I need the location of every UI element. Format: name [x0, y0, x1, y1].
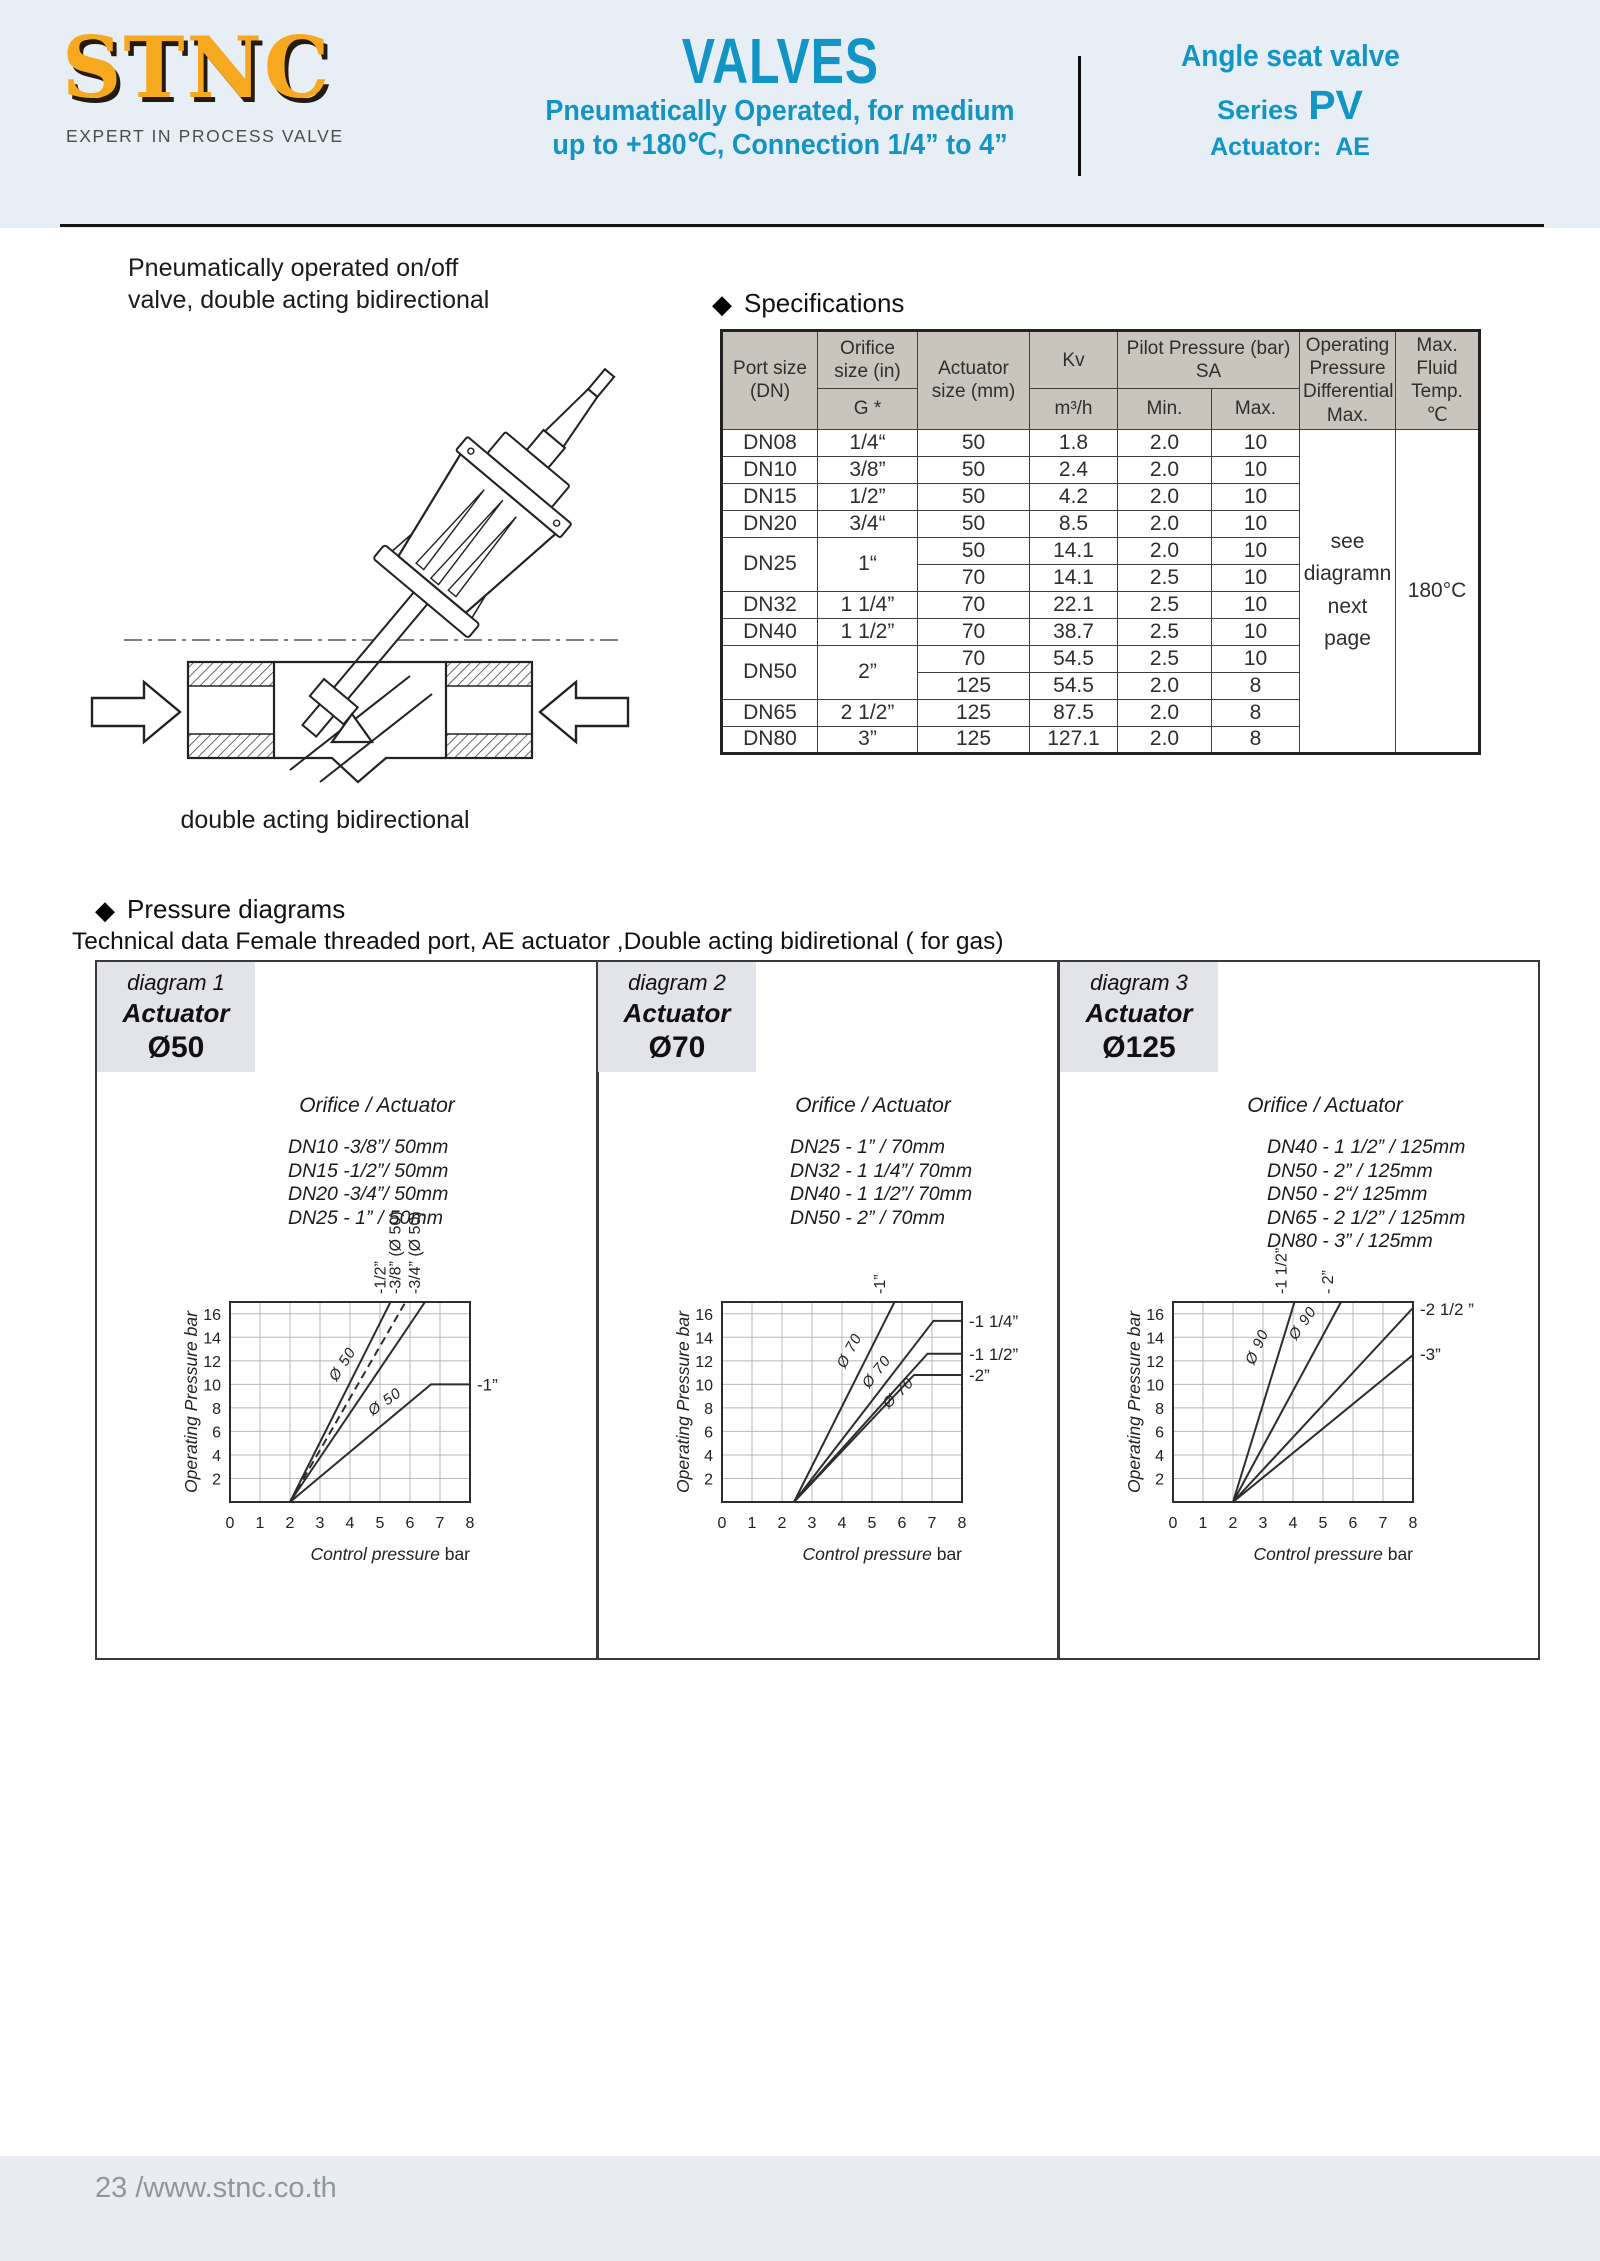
series-label: -3”	[1420, 1344, 1441, 1364]
series-annotation: Ø 70	[833, 1330, 866, 1371]
pressure-section-title	[95, 894, 345, 925]
diagram-3-chart	[1073, 1160, 1493, 1590]
series-label: -1/2”	[372, 1261, 390, 1294]
diagram-1-label-line3: Ø50	[147, 1030, 205, 1064]
cell-kv: 127.1	[1030, 726, 1118, 753]
cell-pilot-min: 2.5	[1118, 591, 1212, 618]
diagram-3-label-line1: diagram 3	[1090, 969, 1188, 995]
cell-orifice: 1“	[818, 537, 918, 591]
cell-actuator: 125	[918, 672, 1030, 699]
x-axis-title: Control pressure bar	[1253, 1544, 1413, 1564]
cell-pilot-max: 10	[1212, 483, 1300, 510]
x-tick-label: 8	[465, 1515, 475, 1532]
y-tick-label: 6	[704, 1424, 713, 1442]
orifice-list-item: DN10 -3/8”/ 50mm	[288, 1136, 449, 1158]
table-row	[722, 429, 1480, 456]
cell-port: DN25	[722, 537, 818, 591]
diagram-2-orifice-heading: Orifice / Actuator	[795, 1094, 951, 1117]
y-tick-label: 12	[1146, 1353, 1164, 1371]
diagram-2-label-line3: Ø70	[648, 1030, 706, 1064]
x-tick-label: 0	[225, 1515, 235, 1532]
x-tick-label: 1	[747, 1515, 757, 1532]
x-tick-label: 3	[1258, 1515, 1268, 1532]
orifice-list-item: DN25 - 1” / 50mm	[288, 1206, 443, 1229]
chart-series-line	[290, 1302, 425, 1502]
cell-pilot-max: 10	[1212, 618, 1300, 645]
orifice-list-item: DN40 - 1 1/2” / 125mm	[1267, 1136, 1466, 1158]
page-subtitle-line2: up to +180℃, Connection 1/4” to 4”	[552, 129, 1008, 161]
x-tick-label: 1	[255, 1515, 265, 1532]
cell-port: DN15	[722, 483, 818, 510]
cell-kv: 87.5	[1030, 699, 1118, 726]
col-header-fluid: Max. Fluid Temp. ℃	[1396, 331, 1480, 430]
y-tick-label: 4	[212, 1447, 221, 1465]
y-axis-title: Operating Pressure bar	[181, 1311, 201, 1493]
cell-orifice: 2”	[818, 645, 918, 699]
cell-actuator: 70	[918, 618, 1030, 645]
x-tick-label: 8	[1408, 1515, 1418, 1532]
diagram-1-orifice-heading: Orifice / Actuator	[299, 1094, 455, 1117]
x-tick-label: 1	[1198, 1515, 1208, 1532]
y-tick-label: 2	[212, 1471, 221, 1489]
cell-orifice: 1 1/4”	[818, 591, 918, 618]
cell-pilot-min: 2.0	[1118, 726, 1212, 753]
y-tick-label: 8	[212, 1400, 221, 1418]
cell-kv: 1.8	[1030, 429, 1118, 456]
cell-orifice: 3”	[818, 726, 918, 753]
cell-pilot-min: 2.0	[1118, 672, 1212, 699]
cell-port: DN10	[722, 456, 818, 483]
series-label: -1”	[477, 1375, 498, 1395]
cell-kv: 4.2	[1030, 483, 1118, 510]
y-tick-label: 10	[695, 1377, 713, 1395]
orifice-list-item: DN50 - 2” / 70mm	[790, 1206, 945, 1229]
cell-pilot-max: 8	[1212, 672, 1300, 699]
pilot-header-line1: Pilot Pressure (bar)	[1126, 338, 1291, 360]
cell-actuator: 50	[918, 537, 1030, 564]
y-tick-label: 4	[704, 1447, 713, 1465]
valve-drawing-icon	[80, 330, 640, 800]
cell-pilot-max: 10	[1212, 510, 1300, 537]
cell-port: DN40	[722, 618, 818, 645]
series-annotation: Ø 70	[858, 1352, 895, 1392]
cell-actuator: 125	[918, 726, 1030, 753]
diagram-2-label-line2: Actuator	[623, 997, 731, 1028]
x-tick-label: 3	[315, 1515, 325, 1532]
actuator-label: Actuator:	[1210, 133, 1322, 161]
series-annotation: Ø 50	[365, 1384, 405, 1420]
pressure-subtitle: Technical data Female threaded port, AE actuator ,Double acting bidiretional ( for gas)	[72, 928, 1004, 955]
series-label: -2 1/2 ”	[1420, 1300, 1474, 1320]
flow-arrow-right-icon	[540, 682, 628, 742]
specifications-table	[720, 329, 1481, 755]
cell-kv: 38.7	[1030, 618, 1118, 645]
header	[0, 0, 1600, 228]
col-header-gstar: G *	[818, 389, 918, 429]
x-axis-title: Control pressure bar	[310, 1544, 470, 1564]
cell-actuator: 50	[918, 510, 1030, 537]
cell-pilot-max: 8	[1212, 726, 1300, 753]
series-annotation: Ø 50	[325, 1344, 360, 1385]
cell-actuator: 70	[918, 564, 1030, 591]
x-tick-label: 2	[285, 1515, 295, 1532]
chart-series-line	[794, 1302, 895, 1502]
x-tick-label: 7	[1378, 1515, 1388, 1532]
specs-table-body	[722, 429, 1480, 753]
cell-max-fluid-temp: 180°C	[1396, 429, 1480, 753]
series-label: -1”	[872, 1274, 889, 1294]
col-header-kv: Kv	[1030, 331, 1118, 389]
specs-table-head	[722, 331, 1480, 430]
series-line	[1100, 82, 1480, 129]
header-right	[1100, 38, 1480, 162]
cell-orifice: 1/2”	[818, 483, 918, 510]
y-tick-label: 8	[1155, 1400, 1164, 1418]
orifice-list-item: DN25 - 1” / 70mm	[790, 1136, 945, 1158]
x-tick-label: 0	[1168, 1515, 1178, 1532]
footer-page-url: 23 /www.stnc.co.th	[95, 2172, 337, 2204]
y-tick-label: 2	[1155, 1471, 1164, 1489]
cell-pilot-min: 2.0	[1118, 510, 1212, 537]
cell-pilot-min: 2.5	[1118, 564, 1212, 591]
footer	[0, 2156, 1600, 2261]
cell-port: DN08	[722, 429, 818, 456]
cell-pilot-max: 10	[1212, 564, 1300, 591]
cell-pilot-min: 2.0	[1118, 429, 1212, 456]
cell-pilot-min: 2.0	[1118, 456, 1212, 483]
y-tick-label: 6	[1155, 1424, 1164, 1442]
col-header-operating: Operating Pressure Differential Max.	[1300, 331, 1396, 430]
series-annotation: Ø 70	[879, 1374, 918, 1412]
cell-pilot-max: 10	[1212, 429, 1300, 456]
y-tick-label: 14	[203, 1330, 221, 1348]
x-tick-label: 6	[897, 1515, 907, 1532]
cell-kv: 14.1	[1030, 537, 1118, 564]
col-header-kv-unit: m³/h	[1030, 389, 1118, 429]
x-tick-label: 3	[807, 1515, 817, 1532]
page-subtitle-line1: Pneumatically Operated, for medium	[545, 95, 1015, 127]
series-label: - 2”	[1320, 1270, 1337, 1294]
header-center	[520, 25, 1040, 162]
diagram-3-label	[1060, 962, 1218, 1072]
series-label: -3/8” (Ø 50)	[387, 1211, 405, 1294]
diamond-bullet-icon: ◆	[95, 894, 115, 925]
cell-actuator: 50	[918, 483, 1030, 510]
orifice-list-item: DN40 - 1 1/2”/ 70mm	[790, 1183, 973, 1205]
cell-kv: 14.1	[1030, 564, 1118, 591]
x-tick-label: 6	[405, 1515, 415, 1532]
y-tick-label: 6	[212, 1424, 221, 1442]
y-tick-label: 4	[1155, 1447, 1164, 1465]
y-tick-label: 14	[695, 1330, 713, 1348]
x-tick-label: 8	[957, 1515, 967, 1532]
col-header-pilot	[1118, 331, 1300, 389]
valve-caption: double acting bidirectional	[180, 806, 470, 834]
x-tick-label: 4	[1288, 1515, 1298, 1532]
series-label: Series	[1217, 95, 1299, 125]
y-tick-label: 16	[203, 1306, 221, 1324]
cell-operating-note: see diagramn next page	[1300, 429, 1396, 753]
cell-orifice: 2 1/2”	[818, 699, 918, 726]
diagram-3-orifice-heading: Orifice / Actuator	[1247, 1094, 1403, 1117]
y-tick-label: 10	[203, 1377, 221, 1395]
cell-pilot-max: 10	[1212, 456, 1300, 483]
diagram-3-label-line2: Actuator	[1085, 997, 1193, 1028]
y-tick-label: 14	[1146, 1330, 1164, 1348]
cell-kv: 54.5	[1030, 645, 1118, 672]
diagram-2-label	[598, 962, 756, 1072]
x-tick-label: 7	[435, 1515, 445, 1532]
col-header-max: Max.	[1212, 389, 1300, 429]
cell-pilot-min: 2.0	[1118, 537, 1212, 564]
header-rule	[60, 224, 1544, 227]
cell-actuator: 70	[918, 645, 1030, 672]
cell-actuator: 50	[918, 429, 1030, 456]
diagram-3-label-line3: Ø125	[1102, 1030, 1176, 1064]
flow-arrow-left-icon	[92, 682, 180, 742]
cell-port: DN50	[722, 645, 818, 699]
col-header-orifice: Orifice size (in)	[818, 331, 918, 389]
cell-pilot-max: 10	[1212, 645, 1300, 672]
product-family-title: Angle seat valve	[1180, 38, 1400, 73]
cell-orifice: 1/4“	[818, 429, 918, 456]
actuator-value: AE	[1335, 133, 1370, 161]
y-tick-label: 8	[704, 1400, 713, 1418]
cell-pilot-max: 10	[1212, 537, 1300, 564]
orifice-list-item: DN50 - 2” / 125mm	[1267, 1159, 1433, 1182]
x-axis-title: Control pressure bar	[802, 1544, 962, 1564]
cell-port: DN20	[722, 510, 818, 537]
orifice-list-item: DN50 - 2“/ 125mm	[1267, 1183, 1428, 1205]
col-header-min: Min.	[1118, 389, 1212, 429]
y-tick-label: 12	[695, 1353, 713, 1371]
brand-tagline: EXPERT IN PROCESS VALVE	[66, 126, 344, 146]
cell-pilot-min: 2.5	[1118, 618, 1212, 645]
x-tick-label: 4	[345, 1515, 355, 1532]
series-label: -1 1/2”	[1273, 1247, 1291, 1294]
x-tick-label: 5	[375, 1515, 385, 1532]
cell-pilot-min: 2.0	[1118, 699, 1212, 726]
specs-section-title	[712, 288, 904, 319]
diagram-1-label-line2: Actuator	[122, 997, 230, 1028]
orifice-list-item: DN80 - 3” / 125mm	[1267, 1230, 1433, 1252]
diagram-2-chart	[622, 1160, 1042, 1590]
x-tick-label: 2	[777, 1515, 787, 1532]
valve-title-line1: Pneumatically operated on/off	[128, 254, 459, 282]
y-tick-label: 16	[695, 1306, 713, 1324]
pressure-section-label: Pressure diagrams	[127, 894, 346, 924]
y-tick-label: 16	[1146, 1306, 1164, 1324]
actuator-line	[1100, 133, 1480, 162]
diagram-1-label-line1: diagram 1	[127, 969, 225, 995]
series-annotation: Ø 90	[1285, 1303, 1321, 1344]
orifice-list-item: DN20 -3/4”/ 50mm	[288, 1183, 449, 1205]
series-value: PV	[1308, 82, 1363, 128]
cell-kv: 2.4	[1030, 456, 1118, 483]
x-tick-label: 6	[1348, 1515, 1358, 1532]
x-tick-label: 5	[1318, 1515, 1328, 1532]
x-tick-label: 4	[837, 1515, 847, 1532]
col-header-actuator: Actuator size (mm)	[918, 331, 1030, 430]
series-label: -1 1/2”	[969, 1344, 1019, 1364]
cell-orifice: 3/4“	[818, 510, 918, 537]
valve-title	[128, 252, 489, 316]
series-annotation: Ø 90	[1242, 1326, 1273, 1368]
header-divider	[1078, 56, 1081, 176]
col-header-port: Port size (DN)	[722, 331, 818, 430]
orifice-list-item: DN15 -1/2”/ 50mm	[288, 1159, 449, 1182]
y-axis-title: Operating Pressure bar	[1124, 1311, 1144, 1493]
cell-kv: 22.1	[1030, 591, 1118, 618]
y-tick-label: 12	[203, 1353, 221, 1371]
y-tick-label: 10	[1146, 1377, 1164, 1395]
cell-pilot-min: 2.5	[1118, 645, 1212, 672]
cell-orifice: 1 1/2”	[818, 618, 918, 645]
cell-port: DN65	[722, 699, 818, 726]
cell-kv: 54.5	[1030, 672, 1118, 699]
series-label: -1 1/4”	[969, 1311, 1019, 1331]
cell-actuator: 50	[918, 456, 1030, 483]
x-tick-label: 7	[927, 1515, 937, 1532]
cell-pilot-min: 2.0	[1118, 483, 1212, 510]
y-tick-label: 2	[704, 1471, 713, 1489]
specs-section-label: Specifications	[744, 288, 905, 318]
cell-kv: 8.5	[1030, 510, 1118, 537]
series-label: -2”	[969, 1365, 990, 1385]
series-label: -3/4” (Ø 50)	[407, 1211, 424, 1294]
diagram-1-chart	[130, 1160, 550, 1590]
brand-logo: STNC	[62, 18, 332, 117]
diagram-1-label	[97, 962, 255, 1072]
y-axis-title: Operating Pressure bar	[673, 1311, 693, 1493]
cell-actuator: 70	[918, 591, 1030, 618]
orifice-list-item: DN65 - 2 1/2” / 125mm	[1267, 1206, 1466, 1229]
x-tick-label: 0	[717, 1515, 727, 1532]
pilot-header-line2: SA	[1195, 361, 1222, 383]
x-tick-label: 2	[1228, 1515, 1238, 1532]
cell-orifice: 3/8”	[818, 456, 918, 483]
cell-port: DN80	[722, 726, 818, 753]
cell-pilot-max: 8	[1212, 699, 1300, 726]
cell-actuator: 125	[918, 699, 1030, 726]
diagram-2-label-line1: diagram 2	[628, 969, 726, 995]
page-title: VALVES	[681, 25, 879, 97]
x-tick-label: 5	[867, 1515, 877, 1532]
diamond-bullet-icon: ◆	[712, 288, 732, 319]
valve-title-line2: valve, double acting bidirectional	[128, 286, 490, 314]
cell-port: DN32	[722, 591, 818, 618]
cell-pilot-max: 10	[1212, 591, 1300, 618]
orifice-list-item: DN32 - 1 1/4”/ 70mm	[790, 1159, 973, 1182]
